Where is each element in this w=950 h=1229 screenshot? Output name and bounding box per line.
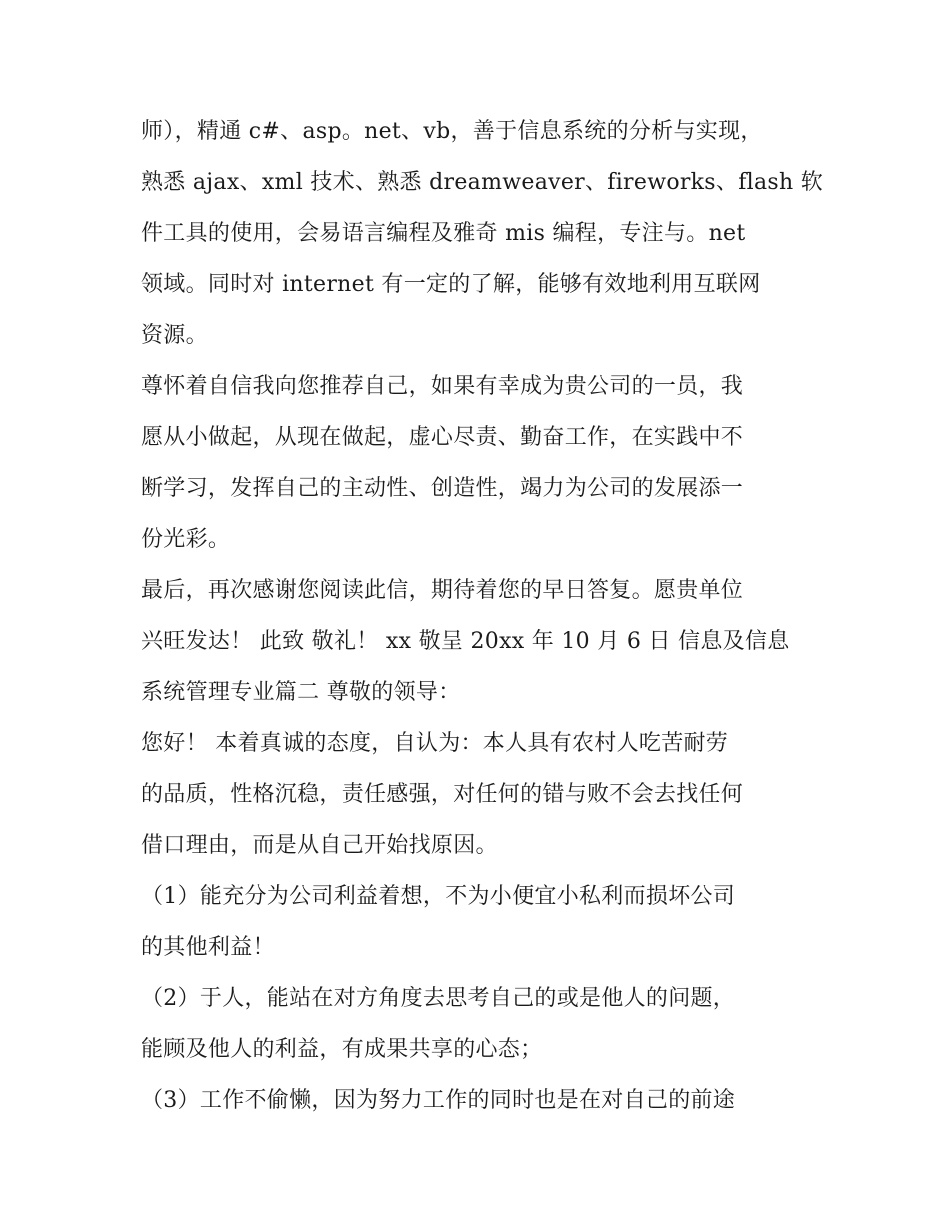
text-line: 份光彩。 (141, 527, 231, 552)
text-line: 熟悉 ajax、xml 技术、熟悉 dreamweaver、fireworks、flash 软 (141, 170, 824, 195)
text-line: 系统管理专业篇二 尊敬的领导： (141, 680, 461, 705)
text-line: 师），精通 c#、asp。net、vb，善于信息系统的分析与实现， (141, 119, 763, 144)
text-line: 件工具的使用，会易语言编程及雅奇 mis 编程，专注与。net (141, 221, 746, 246)
text-line: 领域。同时对 internet 有一定的了解，能够有效地利用互联网 (141, 272, 761, 297)
document-body (141, 106, 824, 1126)
text-line: 您好！ 本着真诚的态度，自认为：本人具有农村人吃苦耐劳 (141, 731, 729, 756)
text-line: 能顾及他人的利益，有成果共享的心态； (141, 1037, 543, 1062)
text-line: 兴旺发达！ 此致 敬礼！ xx 敬呈 20xx 年 10 月 6 日 信息及信息 (141, 629, 790, 654)
text-line: （3）工作不偷懒，因为努力工作的同时也是在对自己的前途 (141, 1088, 736, 1113)
text-line: 愿从小做起，从现在做起，虚心尽责、勤奋工作，在实践中不 (141, 425, 744, 450)
text-line: 最后，再次感谢您阅读此信，期待着您的早日答复。愿贵单位 (141, 578, 744, 603)
text-line: 的品质，性格沉稳，责任感强，对任何的错与败不会去找任何 (141, 782, 744, 807)
text-line: 借口理由，而是从自己开始找原因。 (141, 833, 498, 858)
text-line: （2）于人，能站在对方角度去思考自己的或是他人的问题， (141, 986, 736, 1011)
text-line: 断学习，发挥自己的主动性、创造性，竭力为公司的发展添一 (141, 476, 744, 501)
text-line: 资源。 (141, 323, 208, 348)
text-line: 尊怀着自信我向您推荐自己，如果有幸成为贵公司的一员，我 (141, 374, 744, 399)
text-line: （1）能充分为公司利益着想，不为小便宜小私利而损坏公司 (141, 884, 736, 909)
text-line: 的其他利益！ (141, 935, 275, 960)
